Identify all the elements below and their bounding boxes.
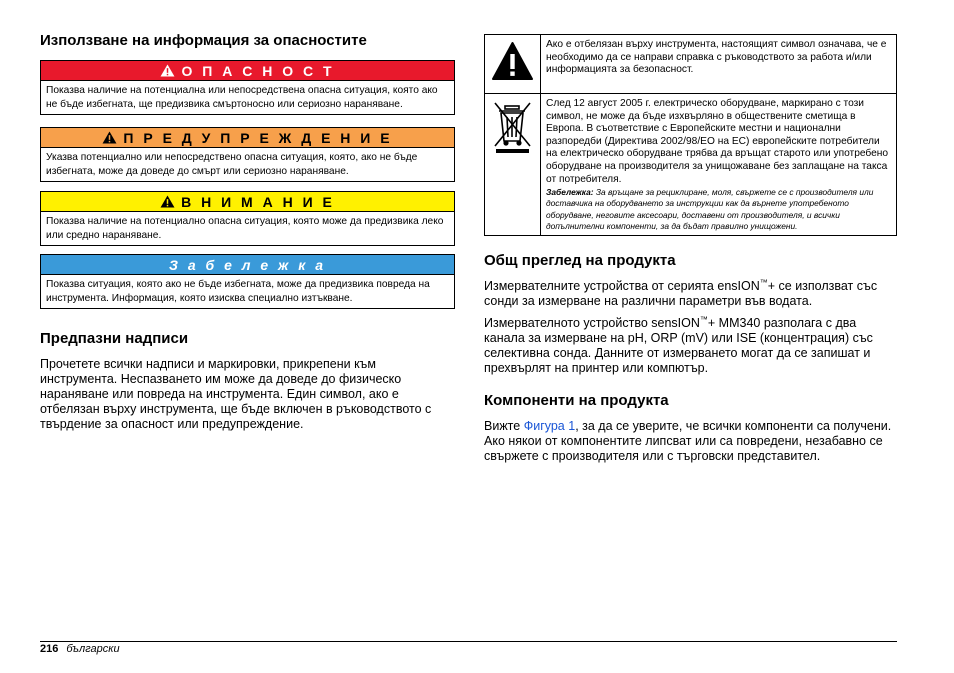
- caution-bar: [41, 192, 454, 212]
- components-paragraph: [484, 419, 897, 464]
- warning-bar: [41, 128, 454, 148]
- danger-bar: [41, 61, 454, 81]
- left-column: [40, 32, 455, 432]
- footer: [40, 643, 120, 655]
- warning-triangle-icon: [160, 64, 175, 77]
- symbol-cell: [485, 35, 541, 94]
- symbol-cell: [485, 94, 541, 236]
- page-number: 216: [40, 643, 59, 655]
- right-column: [484, 34, 897, 464]
- notice-label: З а б е л е ж к а: [168, 256, 327, 273]
- warning-triangle-icon: [102, 131, 117, 144]
- trademark: ™: [759, 277, 768, 287]
- overview-text: + MM340 разполага с два канала за измерване на pH, ORP (mV) или ISE (концентрация) със селективна сонда. Данните от измерването могат да се запишат и прехвърлят на принтер или компютър.: [484, 315, 873, 375]
- notice-text: Показва ситуация, която ако не бъде избегната, може да предизвика повреда на инструмента. Информация, която изисква специално изтъкване.: [46, 279, 430, 304]
- caution-text: Показва наличие на потенциално опасна ситуация, която може да предизвика леко или средно нараняване.: [46, 216, 444, 241]
- note-label: Забележка:: [546, 187, 594, 198]
- components-text: , за да се уверите, че всички компоненти са получени. Ако някои от компонентите липсват или са повредени, незабавно се свържете с производителя или с търговски представител.: [484, 418, 892, 463]
- warning-label: П Р Е Д У П Р Е Ж Д Е Н И Е: [123, 129, 393, 146]
- table-row: [485, 35, 897, 94]
- notice-box: [40, 254, 455, 309]
- weee-text: След 12 август 2005 г. електрическо оборудване, маркирано с този символ, не може да бъде изхвърляно в обществените сметища в Европа. В съответствие с Европейските местни и национални разпоредби (Директива 2002/98/EO на ЕС) европейските потребители на електрическо оборудване трябва да връщат старото или употребено оборудване на производителя за унищожаване без заплащане на такса от потребителя.: [546, 98, 889, 185]
- table-row: [485, 94, 897, 236]
- symbols-table: [484, 34, 897, 236]
- danger-label: О П А С Н О С Т: [181, 62, 335, 79]
- overview-text: + се използват със сонди за измерване на различни параметри във водата.: [484, 278, 878, 308]
- warning-box: [40, 127, 455, 182]
- warning-triangle-icon: [160, 195, 175, 208]
- components-text: Вижте: [484, 418, 524, 433]
- trademark: ™: [699, 314, 708, 324]
- weee-note: [546, 187, 891, 232]
- overview-text: Измервателните устройства от серията ensION: [484, 278, 760, 293]
- overview-text: Измервателното устройство sensION: [484, 315, 700, 330]
- product-overview-heading: Общ преглед на продукта: [484, 251, 676, 269]
- caution-label: В Н И М А Н И Е: [181, 193, 335, 210]
- crossed-out-wheeled-bin-icon: [485, 97, 540, 157]
- precautionary-labels-text: Прочетете всички надписи и маркировки, прикрепени към инструмента. Неспазването им може да доведе до физическо нараняване или повреда на инструмента. Един символ, ако е отбелязан върху инструмента, ще бъде включен в ръководството с твърдение за опасност или предупреждение.: [40, 357, 432, 431]
- footer-language: български: [66, 643, 120, 655]
- hazard-info-heading: Използване на информация за опасностите: [40, 32, 367, 49]
- warning-triangle-icon: [485, 35, 540, 88]
- precautionary-labels-heading: Предпазни надписи: [40, 330, 189, 347]
- product-components-heading: Компоненти на продукта: [484, 391, 669, 409]
- symbol-description: [541, 94, 897, 236]
- danger-box: [40, 60, 455, 115]
- danger-text: Показва наличие на потенциална или непосредствена опасна ситуация, която ако не бъде избегната, ще предизвика смъртоносно или сериозно нараняване.: [46, 85, 438, 110]
- footer-rule: [40, 641, 897, 642]
- overview-paragraph-2: [484, 316, 897, 376]
- symbol-description: Ако е отбелязан върху инструмента, настоящият символ означава, че е необходимо да се направи справка с ръководството за работа и/или информацията за безопасност.: [541, 35, 897, 94]
- caution-box: [40, 191, 455, 246]
- note-text: За връщане за рециклиране, моля, свържете се с производителя или доставчика на оборудването за инструкции как да върнете употребеното оборудване, неговите аксесоари, доставени от производителя, и всички допълнителни компоненти, за да бъдат правилно унищожени.: [546, 187, 874, 231]
- overview-paragraph-1: [484, 279, 897, 309]
- figure-1-link[interactable]: Фигура 1: [523, 418, 576, 433]
- notice-bar: [41, 255, 454, 275]
- warning-text: Указва потенциално или непосредствено опасна ситуация, която, ако не бъде избегната, може да доведе до смърт или сериозно нараняване.: [46, 152, 418, 177]
